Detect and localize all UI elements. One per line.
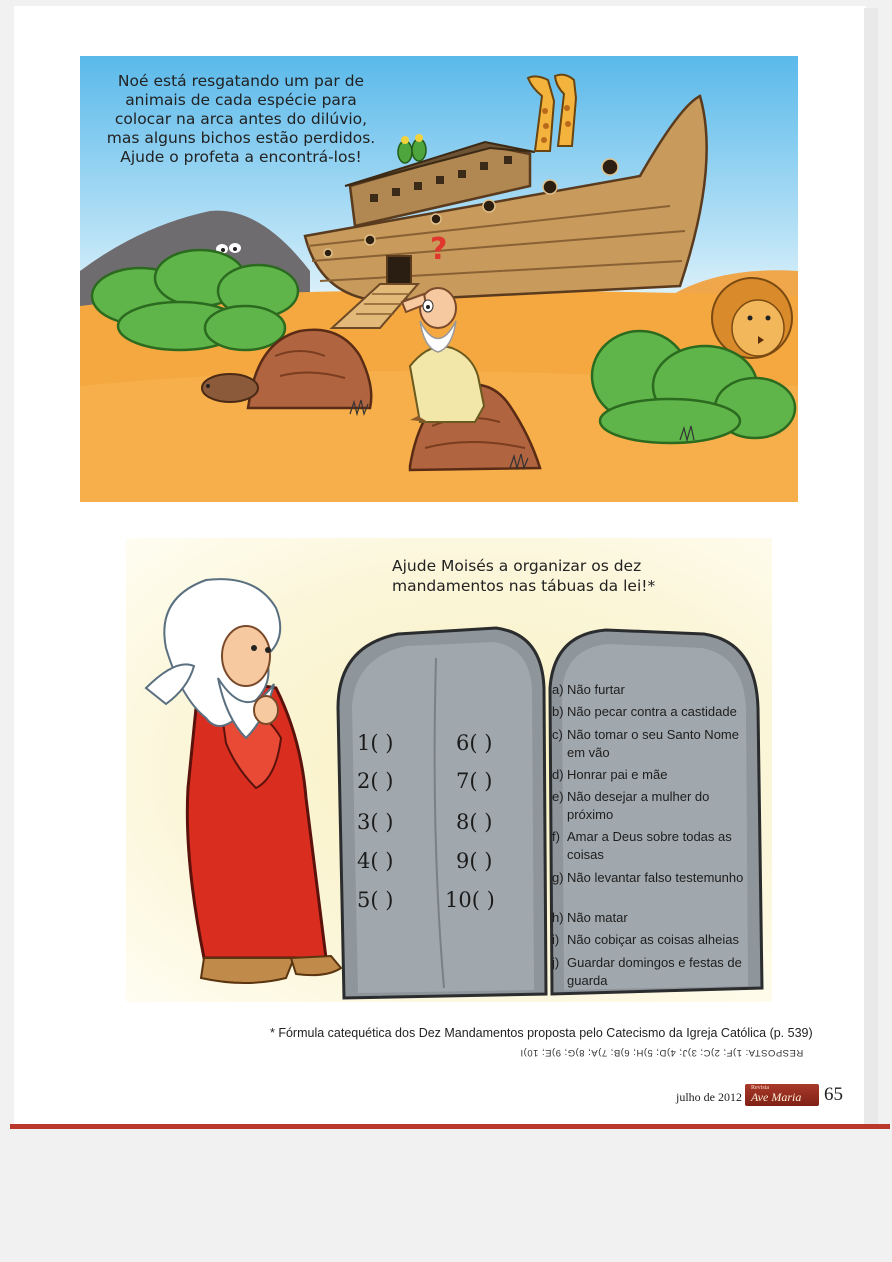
parrots <box>398 134 426 163</box>
commandment-d: d) Honrar pai e mãe <box>552 767 668 782</box>
slot-1[interactable]: 1( ) <box>357 731 394 755</box>
hidden-lion <box>712 278 792 358</box>
moses-figure <box>146 579 341 983</box>
giraffes <box>528 75 576 151</box>
commandment-f: f) Amar a Deus sobre todas as coisas <box>552 829 732 862</box>
slot-7[interactable]: 7( ) <box>456 769 493 793</box>
slot-9[interactable]: 9( ) <box>456 849 493 873</box>
question-mark: ? <box>430 232 448 267</box>
issue-date: julho de 2012 <box>676 1090 742 1104</box>
hidden-armadillo <box>202 374 258 402</box>
footnote: * Fórmula catequética dos Dez Mandamentos proposta pelo Catecismo da Igreja Católica (p. 539) <box>270 1026 813 1040</box>
commandment-c: c) Não tomar o seu Santo Nome em vão <box>552 727 739 760</box>
slot-3[interactable]: 3( ) <box>357 810 394 834</box>
slot-2[interactable]: 2( ) <box>357 769 394 793</box>
commandment-j: j) Guardar domingos e festas de guarda <box>552 955 742 988</box>
commandment-e: e) Não desejar a mulher do próximo <box>552 789 710 822</box>
answer-key-upside-down: RESPOSTA: 1)F; 2)C; 3)J; 4)D; 5)H; 6)B; 7)A; 8)G; 9)E; 10)I <box>520 1047 804 1058</box>
slot-5[interactable]: 5( ) <box>357 888 394 912</box>
magazine-logo-name: Ave Maria <box>751 1090 802 1104</box>
commandment-b: b) Não pecar contra a castidade <box>552 704 737 719</box>
commandments-activity-caption: Ajude Moisés a organizar os dez mandamentos nas tábuas da lei!* <box>392 557 656 595</box>
magazine-logo <box>745 1084 819 1106</box>
page-number: 65 <box>824 1084 843 1105</box>
slot-8[interactable]: 8( ) <box>456 810 493 834</box>
commandment-h: h) Não matar <box>552 910 628 925</box>
slot-6[interactable]: 6( ) <box>456 731 493 755</box>
commandment-i: i) Não cobiçar as coisas alheias <box>552 932 739 947</box>
slot-10[interactable]: 10( ) <box>445 888 495 912</box>
page-bottom-edge <box>10 1124 890 1129</box>
commandment-g: g) Não levantar falso testemunho <box>552 870 744 885</box>
ark-activity-illustration <box>80 56 798 502</box>
magazine-logo-kicker: Revista <box>751 1085 769 1091</box>
commandment-a: a) Não furtar <box>552 682 625 697</box>
page-edge <box>864 8 878 1124</box>
slot-4[interactable]: 4( ) <box>357 849 394 873</box>
commandments-activity-illustration <box>126 538 772 1002</box>
ark-activity-caption: Noé está resgatando um par de animais de cada espécie para colocar na arca antes do dilúvio, mas alguns bichos estão perdidos. Ajude o profeta a encontrá-los! <box>106 72 376 166</box>
